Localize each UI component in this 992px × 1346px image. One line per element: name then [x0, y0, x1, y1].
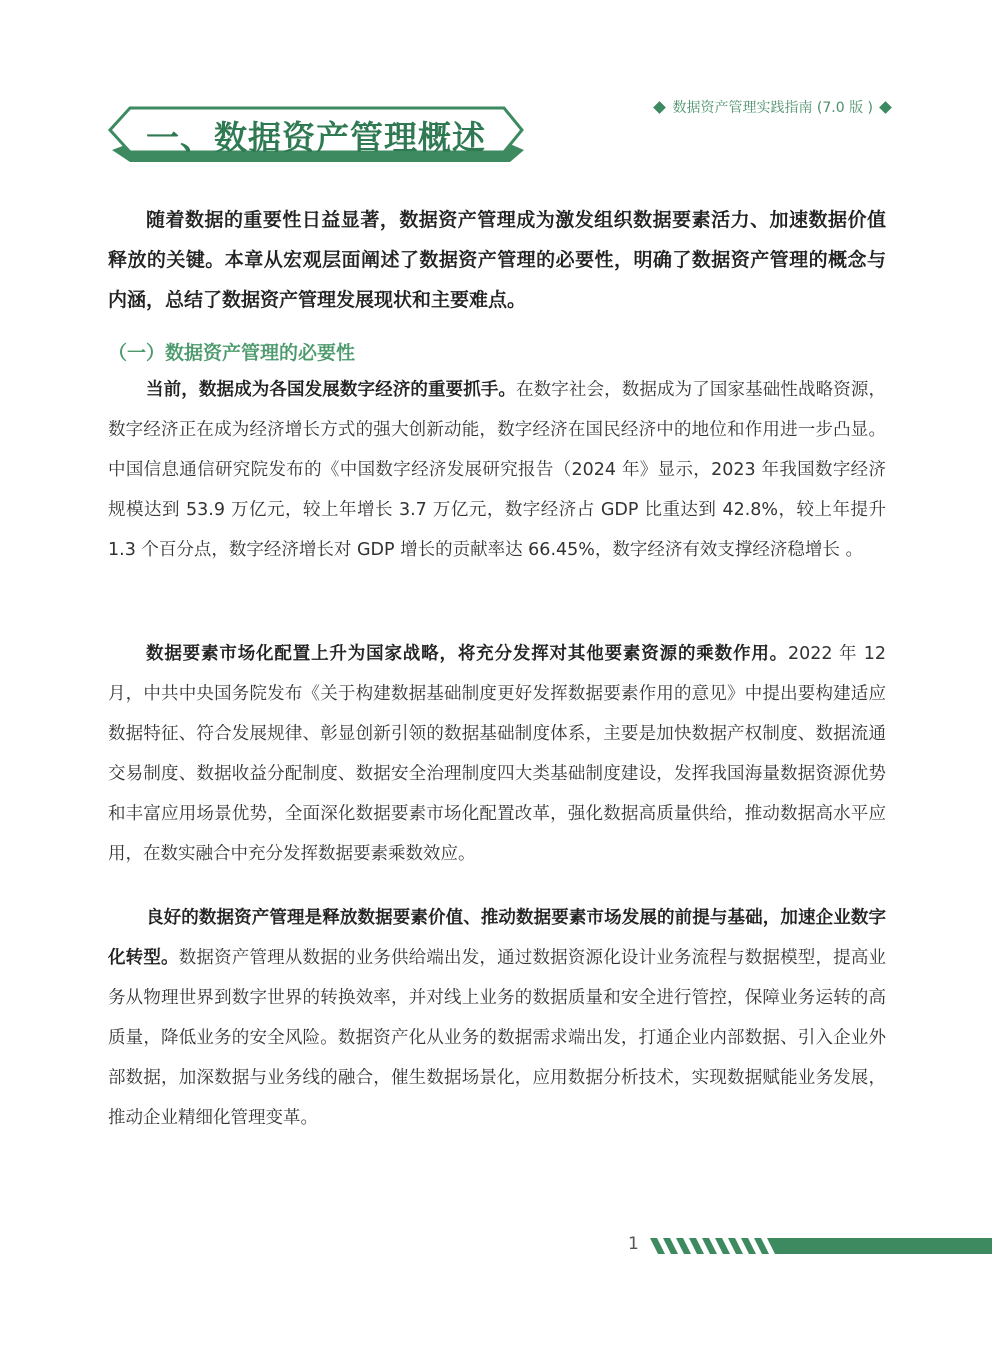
paragraph — [108, 634, 886, 874]
chapter-title: 一、数据资产管理概述 — [146, 118, 486, 157]
diamond-icon — [654, 101, 667, 114]
running-header-title: 数据资产管理实践指南 (7.0 版 ) — [672, 100, 873, 116]
page-number: 1 — [628, 1234, 639, 1254]
section-heading: （一）数据资产管理的必要性 — [108, 342, 356, 364]
chapter-intro: 随着数据的重要性日益显著，数据资产管理成为激发组织数据要素活力、加速数据价值释放的关键。本章从宏观层面阐述了数据资产管理的必要性，明确了数据资产管理的概念与内涵，总结了数据资产管理发展现状和主要难点。 — [108, 209, 886, 311]
footer-stripe-bar-icon — [650, 1238, 992, 1254]
running-header — [655, 97, 890, 117]
paragraph-body: 数据资产管理从数据的业务供给端出发，通过数据资源化设计业务流程与数据模型，提高业务从物理世界到数字世界的转换效率，并对线上业务的数据质量和安全进行管控，保障业务运转的高质量，降低业务的安全风险。数据资产化从业务的数据需求端出发，打通企业内部数据、引入企业外部数据，加深数据与业务线的融合，催生数据场景化，应用数据分析技术，实现数据赋能业务发展，推动企业精细化管理变革。 — [108, 948, 887, 1128]
paragraph-body: 2022 年 12 月，中共中央国务院发布《关于构建数据基础制度更好发挥数据要素作用的意见》中提出要构建适应数据特征、符合发展规律、彰显创新引领的数据基础制度体系，主要是加快数据产权制度、数据流通交易制度、数据收益分配制度、数据安全治理制度四大类基础制度建设，发挥我国海量数据资源优势和丰富应用场景优势，全面深化数据要素市场化配置改革，强化数据高质量供给，推动数据高水平应用，在数实融合中充分发挥数据要素乘数效应。 — [108, 644, 886, 864]
paragraph — [108, 370, 886, 570]
paragraph-lead: 数据要素市场化配置上升为国家战略，将充分发挥对其他要素资源的乘数作用。 — [146, 644, 789, 664]
paragraph-body: 在数字社会，数据成为了国家基础性战略资源，数字经济正在成为经济增长方式的强大创新动能，数字经济在国民经济中的地位和作用进一步凸显。中国信息通信研究院发布的《中国数字经济发展研究报告（2024 年》显示，2023 年我国数字经济规模达到 53.9 万亿元，较上年增长 3.7 万亿元，数字经济占 GDP 比重达到 42.8%，较上年提升 1.3 个百分点，数字经济增长对 GDP 增长的贡献率达 66.45%，数字经济有效支撑经济稳增长 。 — [108, 380, 886, 560]
paragraph-lead: 当前，数据成为各国发展数字经济的重要抓手。 — [146, 380, 517, 400]
paragraph-lead: 良好的数据资产管理是释放数据要素价值、推动数据要素市场发展的前提与基础，加速企业数字化转型。 — [108, 908, 886, 968]
chapter-title-banner — [106, 104, 526, 164]
paragraph — [108, 898, 886, 1138]
page-footer — [620, 1232, 992, 1260]
diamond-icon — [879, 101, 892, 114]
